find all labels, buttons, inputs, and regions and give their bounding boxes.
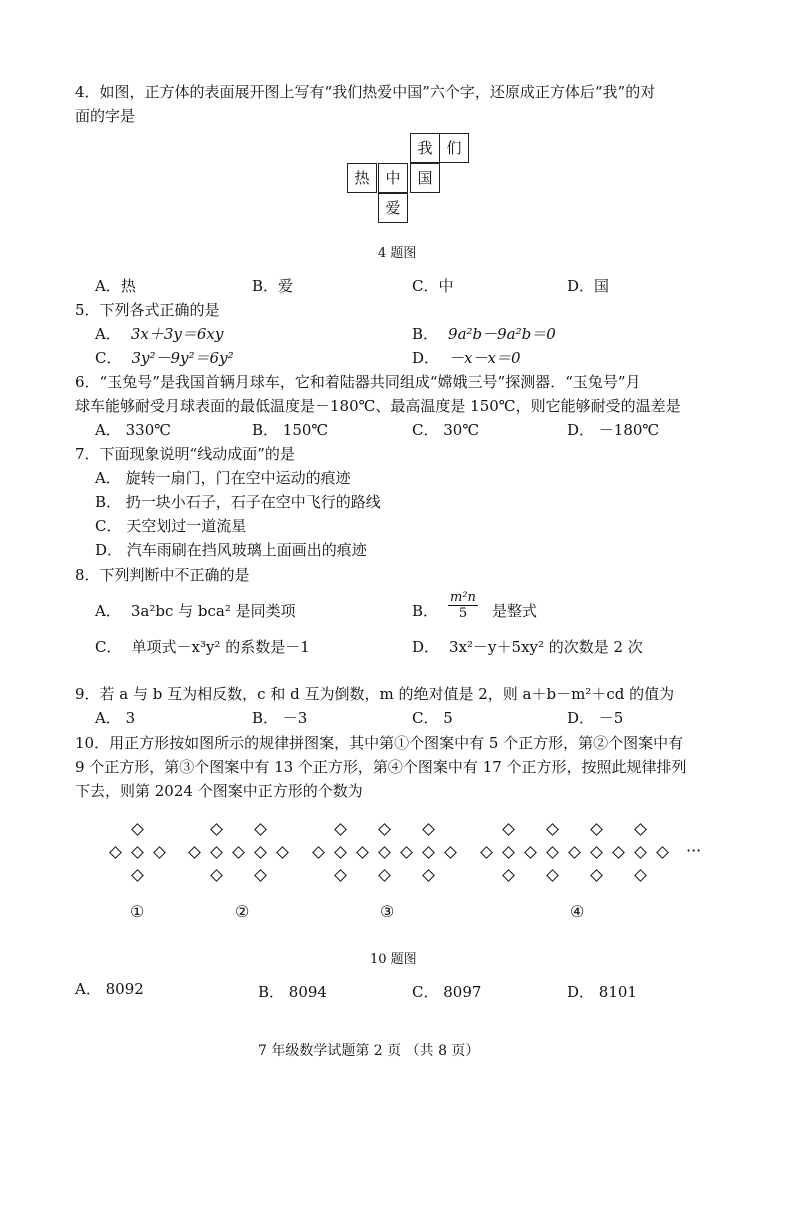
fraction-numerator: m²n <box>450 590 476 605</box>
fraction-denominator: 5 <box>458 606 468 621</box>
q9-option-c: C． 5 <box>412 709 453 727</box>
q4-stem-line2: 面的字是 <box>75 107 136 125</box>
diamond-square <box>590 823 603 836</box>
diamond-square <box>210 869 223 882</box>
diamond-square <box>131 869 144 882</box>
net-cell-men: 们 <box>439 133 469 163</box>
diamond-square <box>254 823 267 836</box>
q9-option-d: D． －5 <box>567 709 624 727</box>
diamond-square <box>334 869 347 882</box>
diamond-square <box>131 823 144 836</box>
diamond-square <box>378 823 391 836</box>
pattern-label-4: ④ <box>570 902 585 921</box>
q10-option-b: B． 8094 <box>258 983 327 1001</box>
diamond-square <box>153 846 166 859</box>
diamond-square <box>656 846 669 859</box>
diamond-square <box>502 823 515 836</box>
q10-stem-line1: 10．用正方形按如图所示的规律拼图案，其中第①个图案中有 5 个正方形，第②个图案中有 <box>75 734 684 752</box>
net-cell-zhong: 中 <box>378 163 408 193</box>
diamond-square <box>546 869 559 882</box>
diamond-square <box>131 846 144 859</box>
q5-option-d: D． －x－x＝0 <box>412 349 521 367</box>
q8-option-b-fraction <box>448 590 478 621</box>
q10-figure-caption: 10 题图 <box>370 952 417 967</box>
diamond-square <box>422 846 435 859</box>
q5-option-c: C． 3y²－9y²＝6y² <box>95 349 234 367</box>
diamond-square <box>312 846 325 859</box>
q4-stem-line1: 4．如图，正方体的表面展开图上写有“我们热爱中国”六个字，还原成正方体后“我”的对 <box>75 83 656 101</box>
diamond-square <box>502 869 515 882</box>
q8-option-b-text: 是整式 <box>492 602 538 620</box>
diamond-square <box>378 869 391 882</box>
q6-stem-line2: 球车能够耐受月球表面的最低温度是－180℃、最高温度是 150℃，则它能够耐受的温差是 <box>75 397 681 415</box>
diamond-square <box>546 823 559 836</box>
diamond-square <box>334 846 347 859</box>
q10-stem-line3: 下去，则第 2024 个图案中正方形的个数为 <box>75 782 363 800</box>
diamond-square <box>188 846 201 859</box>
diamond-square <box>109 846 122 859</box>
q8-option-c: C． 单项式－x³y² 的系数是－1 <box>95 638 310 656</box>
q8-stem: 8．下列判断中不正确的是 <box>75 566 250 584</box>
q6-option-c: C． 30℃ <box>412 421 480 439</box>
q9-option-a: A． 3 <box>95 709 136 727</box>
net-cell-guo: 国 <box>410 163 440 193</box>
q10-option-c: C． 8097 <box>412 983 482 1001</box>
q5-option-a: A． 3x＋3y＝6xy <box>95 325 224 343</box>
diamond-square <box>590 869 603 882</box>
diamond-square <box>590 846 603 859</box>
diamond-square <box>210 846 223 859</box>
diamond-square <box>502 846 515 859</box>
q7-option-a: A． 旋转一扇门，门在空中运动的痕迹 <box>95 469 351 487</box>
pattern-label-2: ② <box>235 902 250 921</box>
diamond-square <box>568 846 581 859</box>
diamond-square <box>276 846 289 859</box>
q6-option-a: A． 330℃ <box>95 421 172 439</box>
q4-option-c: C．中 <box>412 277 454 295</box>
q4-option-b: B．爱 <box>252 277 294 295</box>
diamond-square <box>422 869 435 882</box>
diamond-square <box>378 846 391 859</box>
diamond-square <box>210 823 223 836</box>
diamond-square <box>524 846 537 859</box>
q7-option-d: D． 汽车雨刷在挡风玻璃上面画出的痕迹 <box>95 541 367 559</box>
q7-stem: 7．下面现象说明“线动成面”的是 <box>75 445 295 463</box>
page-footer: 7 年级数学试题第 2 页 （共 8 页） <box>258 1043 480 1059</box>
q8-option-a: A． 3a²bc 与 bca² 是同类项 <box>95 602 296 620</box>
q7-option-c: C． 天空划过一道流星 <box>95 517 247 535</box>
diamond-square <box>480 846 493 859</box>
q10-option-d: D． 8101 <box>567 983 637 1001</box>
diamond-square <box>400 846 413 859</box>
net-cell-re: 热 <box>347 163 377 193</box>
diamond-square <box>422 823 435 836</box>
q7-option-b: B． 扔一块小石子，石子在空中飞行的路线 <box>95 493 381 511</box>
diamond-square <box>634 846 647 859</box>
q4-figure-caption: 4 题图 <box>378 246 417 261</box>
diamond-square <box>634 869 647 882</box>
q4-option-a: A．热 <box>95 277 136 295</box>
diamond-square <box>356 846 369 859</box>
q10-option-a: A． 8092 <box>75 980 144 998</box>
q4-option-d: D．国 <box>567 277 610 295</box>
diamond-square <box>334 823 347 836</box>
q8-option-d: D． 3x²－y＋5xy² 的次数是 2 次 <box>412 638 643 656</box>
q9-stem: 9．若 a 与 b 互为相反数，c 和 d 互为倒数，m 的绝对值是 2，则 a＋b－m²＋cd 的值为 <box>75 685 675 703</box>
q5-option-b: B． 9a²b－9a²b＝0 <box>412 325 556 343</box>
diamond-square <box>232 846 245 859</box>
pattern-label-1: ① <box>130 902 145 921</box>
q6-option-b: B． 150℃ <box>252 421 329 439</box>
pattern-ellipsis: ··· <box>686 841 702 860</box>
q10-stem-line2: 9 个正方形，第③个图案中有 13 个正方形，第④个图案中有 17 个正方形，按照此规律排列 <box>75 758 687 776</box>
q5-stem: 5．下列各式正确的是 <box>75 301 220 319</box>
diamond-square <box>254 846 267 859</box>
net-cell-ai: 爱 <box>378 193 408 223</box>
diamond-square <box>612 846 625 859</box>
diamond-square <box>444 846 457 859</box>
pattern-label-3: ③ <box>380 902 395 921</box>
q8-option-b-label: B． <box>412 602 439 620</box>
diamond-square <box>254 869 267 882</box>
net-cell-wo: 我 <box>410 133 440 163</box>
q6-stem-line1: 6．“玉兔号”是我国首辆月球车，它和着陆器共同组成“嫦娥三号”探测器．“玉兔号”月 <box>75 373 641 391</box>
q9-option-b: B． －3 <box>252 709 308 727</box>
diamond-square <box>546 846 559 859</box>
q6-option-d: D． －180℃ <box>567 421 660 439</box>
diamond-square <box>634 823 647 836</box>
